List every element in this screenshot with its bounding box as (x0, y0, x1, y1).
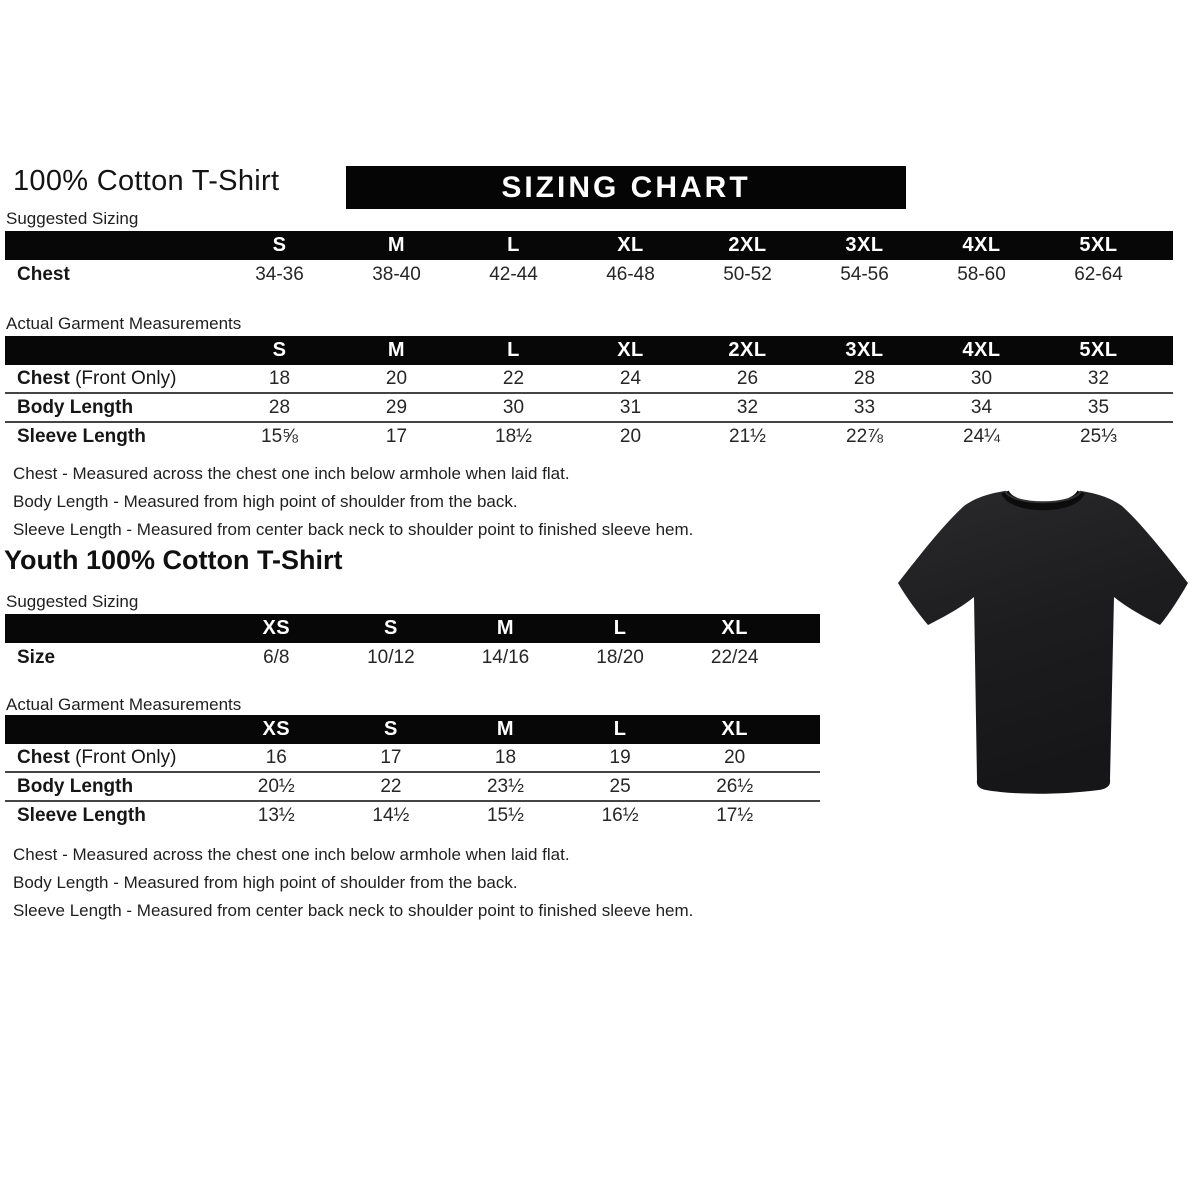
cell-value: 26 (736, 367, 759, 389)
column-header: 5XL (1040, 231, 1157, 260)
cell-value: 62-64 (1074, 263, 1123, 285)
row-label: Size (17, 646, 56, 668)
youth-note-body-length: Body Length - Measured from high point of shoulder from the back. (13, 873, 518, 892)
header-end-spacer (1157, 336, 1173, 365)
row-end-spacer (792, 772, 820, 801)
header-label-spacer (5, 614, 219, 643)
cell-value: 29 (338, 393, 455, 422)
row-end-spacer (1157, 260, 1173, 289)
row-end-spacer (792, 744, 820, 772)
table-row (5, 643, 820, 672)
table-row (5, 422, 1173, 450)
banner-text: SIZING CHART (501, 171, 751, 204)
cell-value: 17½ (677, 801, 792, 829)
cell-value: 50-52 (723, 263, 772, 285)
cell-value: 30 (455, 393, 572, 422)
column-header: 4XL (923, 336, 1040, 365)
table-row (5, 260, 1173, 289)
cell-value: 20½ (219, 772, 334, 801)
column-header: XS (219, 715, 334, 744)
row-end-spacer (1157, 393, 1173, 422)
row-label: Body Length (5, 393, 221, 422)
table-row (5, 801, 820, 829)
youth-suggested-sizing-label: Suggested Sizing (6, 592, 139, 611)
column-header: 4XL (923, 231, 1040, 260)
sizing-chart-banner (346, 166, 906, 209)
row-end-spacer (1157, 365, 1173, 393)
column-header: XL (677, 715, 792, 744)
column-header: 3XL (806, 231, 923, 260)
cell-value: 20 (724, 746, 746, 768)
youth-note-sleeve-length: Sleeve Length - Measured from center back neck to shoulder point to finished sleeve hem. (13, 901, 694, 920)
cell-value: 18/20 (596, 646, 644, 668)
youth-actual-measurements-table (5, 715, 820, 829)
adult-actual-measurements-label: Actual Garment Measurements (6, 314, 242, 333)
row-label: Chest (17, 263, 70, 285)
column-header: M (338, 231, 455, 260)
table-header-row (5, 715, 820, 744)
cell-value: 30 (970, 367, 993, 389)
table-row (5, 744, 820, 772)
table-row (5, 393, 1173, 422)
cell-value: 42-44 (489, 263, 538, 285)
column-header: 5XL (1040, 336, 1157, 365)
table-header-row (5, 231, 1173, 260)
row-label: Sleeve Length (5, 422, 221, 450)
cell-value: 54-56 (840, 263, 889, 285)
row-end-spacer (1157, 422, 1173, 450)
row-end-spacer (792, 643, 820, 672)
youth-section-title: Youth 100% Cotton T-Shirt (4, 545, 343, 575)
column-header: XS (219, 614, 334, 643)
cell-value: 21½ (689, 422, 806, 450)
cell-value: 18 (268, 367, 291, 389)
header-label-spacer (5, 231, 221, 260)
cell-value: 20 (385, 367, 408, 389)
row-end-spacer (792, 801, 820, 829)
adult-suggested-sizing-table (5, 231, 1173, 289)
cell-value: 18 (494, 746, 517, 768)
cell-value: 46-48 (606, 263, 655, 285)
cell-value: 15½ (448, 801, 563, 829)
cell-value: 38-40 (372, 263, 421, 285)
header-end-spacer (792, 614, 820, 643)
column-header: 3XL (806, 336, 923, 365)
header-label-spacer (5, 715, 219, 744)
cell-value: 17 (380, 746, 402, 768)
column-header: M (338, 336, 455, 365)
cell-value: 20 (572, 422, 689, 450)
cell-value: 22/24 (710, 646, 759, 668)
page-title: 100% Cotton T-Shirt (13, 165, 280, 197)
cell-value: 34 (923, 393, 1040, 422)
column-header: L (563, 715, 678, 744)
cell-value: 28 (221, 393, 338, 422)
cell-value: 23½ (448, 772, 563, 801)
youth-suggested-sizing-table (5, 614, 820, 672)
cell-value: 13½ (219, 801, 334, 829)
cell-value: 15⅝ (221, 422, 338, 450)
youth-notes (13, 841, 693, 925)
cell-value: 34-36 (255, 263, 304, 285)
cell-value: 26½ (677, 772, 792, 801)
cell-value: 18½ (455, 422, 572, 450)
column-header: L (455, 231, 572, 260)
table-header-row (5, 614, 820, 643)
cell-value: 14/16 (481, 646, 530, 668)
column-header: L (455, 336, 572, 365)
cell-value: 25⅓ (1040, 422, 1157, 450)
youth-actual-measurements-label: Actual Garment Measurements (6, 695, 242, 714)
cell-value: 24¼ (923, 422, 1040, 450)
cell-value: 22 (334, 772, 449, 801)
header-end-spacer (792, 715, 820, 744)
cell-value: 19 (609, 746, 631, 768)
header-end-spacer (1157, 231, 1173, 260)
column-header: S (334, 614, 449, 643)
column-header: XL (572, 336, 689, 365)
cell-value: 17 (338, 422, 455, 450)
youth-note-chest: Chest - Measured across the chest one inch below armhole when laid flat. (13, 845, 570, 864)
row-label: Body Length (5, 772, 219, 801)
column-header: 2XL (689, 336, 806, 365)
cell-value: 22 (502, 367, 525, 389)
tshirt-product-image (892, 484, 1194, 806)
cell-value: 58-60 (957, 263, 1006, 285)
cell-value: 32 (689, 393, 806, 422)
column-header: S (221, 231, 338, 260)
header-label-spacer (5, 336, 221, 365)
column-header: S (221, 336, 338, 365)
adult-actual-measurements-table (5, 336, 1173, 450)
row-label: Chest (Front Only) (17, 746, 177, 768)
cell-value: 31 (572, 393, 689, 422)
cell-value: 22⅞ (806, 422, 923, 450)
adult-notes (13, 460, 693, 544)
column-header: XL (572, 231, 689, 260)
cell-value: 25 (563, 772, 678, 801)
row-label: Sleeve Length (5, 801, 219, 829)
cell-value: 32 (1087, 367, 1110, 389)
column-header: 2XL (689, 231, 806, 260)
cell-value: 6/8 (263, 646, 290, 668)
column-header: M (448, 715, 563, 744)
column-header: M (448, 614, 563, 643)
adult-note-chest: Chest - Measured across the chest one inch below armhole when laid flat. (13, 464, 570, 483)
row-label: Chest (Front Only) (17, 367, 177, 389)
adult-note-body-length: Body Length - Measured from high point of shoulder from the back. (13, 492, 518, 511)
column-header: S (334, 715, 449, 744)
column-header: XL (677, 614, 792, 643)
table-row (5, 365, 1173, 393)
cell-value: 33 (806, 393, 923, 422)
table-header-row (5, 336, 1173, 365)
cell-value: 24 (619, 367, 642, 389)
column-header: L (563, 614, 678, 643)
cell-value: 28 (853, 367, 876, 389)
cell-value: 16½ (563, 801, 678, 829)
adult-note-sleeve-length: Sleeve Length - Measured from center back neck to shoulder point to finished sleeve hem. (13, 520, 694, 539)
table-row (5, 772, 820, 801)
cell-value: 10/12 (367, 646, 415, 668)
cell-value: 16 (265, 746, 287, 768)
adult-suggested-sizing-label: Suggested Sizing (6, 209, 139, 228)
black-tshirt-graphic (892, 484, 1194, 806)
cell-value: 14½ (334, 801, 449, 829)
cell-value: 35 (1040, 393, 1157, 422)
